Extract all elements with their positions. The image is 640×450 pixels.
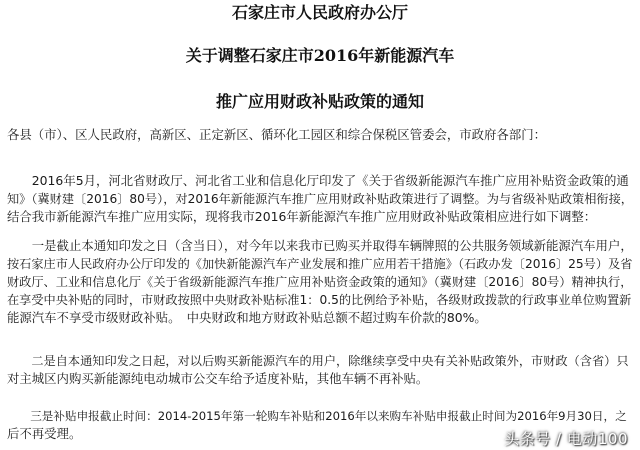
paragraph-item-one xyxy=(7,237,635,327)
paragraph-line: 结合我市新能源汽车推广应用实际，现将我市2016年新能源汽车推广应用财政补贴政策相应进行如下调整： xyxy=(7,209,597,224)
paragraph-intro xyxy=(7,172,635,226)
notice-title-line-2: 推广应用财政补贴政策的通知 xyxy=(215,92,424,111)
paragraph-line: 对主城区内购买新能源纯电动城市公交车给予适度补贴，其他车辆不再补贴。 xyxy=(7,371,429,386)
issuer-title: 石家庄市人民政府办公厅 xyxy=(231,3,408,22)
paragraph-line: 知》（冀财建〔2016〕80号），对2016年新能源汽车推广应用财政补贴政策进行了调整。为与省级补贴政策相衔接， xyxy=(7,192,633,206)
paragraph-line: 二是自本通知印发之日起，对以后购买新能源汽车的用户，除继续享受中央有关补贴政策外，市财政（含省）只 xyxy=(7,354,629,368)
paragraph-line: 能源汽车不享受市级财政补贴。 中央财政和地方财政补贴总额不超过购车价款的80%。 xyxy=(7,310,487,325)
paragraph-line: 财政厅、工业和信息化厅《关于省级新能源汽车推广应用补贴资金政策的通知》（冀财建〔2016〕80号）精神执行， xyxy=(7,275,633,289)
paragraph-line: 2016年5月，河北省财政厅、河北省工业和信息化厅印发了《关于省级新能源汽车推广应用补贴资金政策的通 xyxy=(7,173,629,188)
addressee-text: 各县（市）、区人民政府，高新区、正定新区、循环化工园区和综合保税区管委会，市政府各部门： xyxy=(7,127,546,142)
paragraph-line: 按石家庄市人民政府办公厅印发的《加快新能源汽车产业发展和推广应用若干措施》（石政办发〔2016〕25号）及省 xyxy=(7,257,633,271)
paragraph-line: 在享受中央补贴的同时，市财政按照中央财政补贴标准1：0.5的比例给予补贴，各级财政拨款的行政事业单位购置新 xyxy=(7,293,632,307)
paragraph-line: 三是补贴申报截止时间：2014-2015年第一轮购车补贴和2016年以来购车补贴申报截止时间为2016年9月30日，之 xyxy=(7,409,627,423)
paragraph-line: 一是截止本通知印发之日（含当日），对今年以来我市已购买并取得车辆牌照的公共服务领域新能源汽车用户， xyxy=(7,238,633,253)
addressee-line xyxy=(7,126,635,144)
paragraph-item-two xyxy=(7,352,635,388)
paragraph-line: 后不再受理。 xyxy=(7,426,82,441)
source-watermark: 头条号 / 电动100 xyxy=(504,430,628,448)
notice-title-line-1: 关于调整石家庄市2016年新能源汽车 xyxy=(185,46,455,65)
